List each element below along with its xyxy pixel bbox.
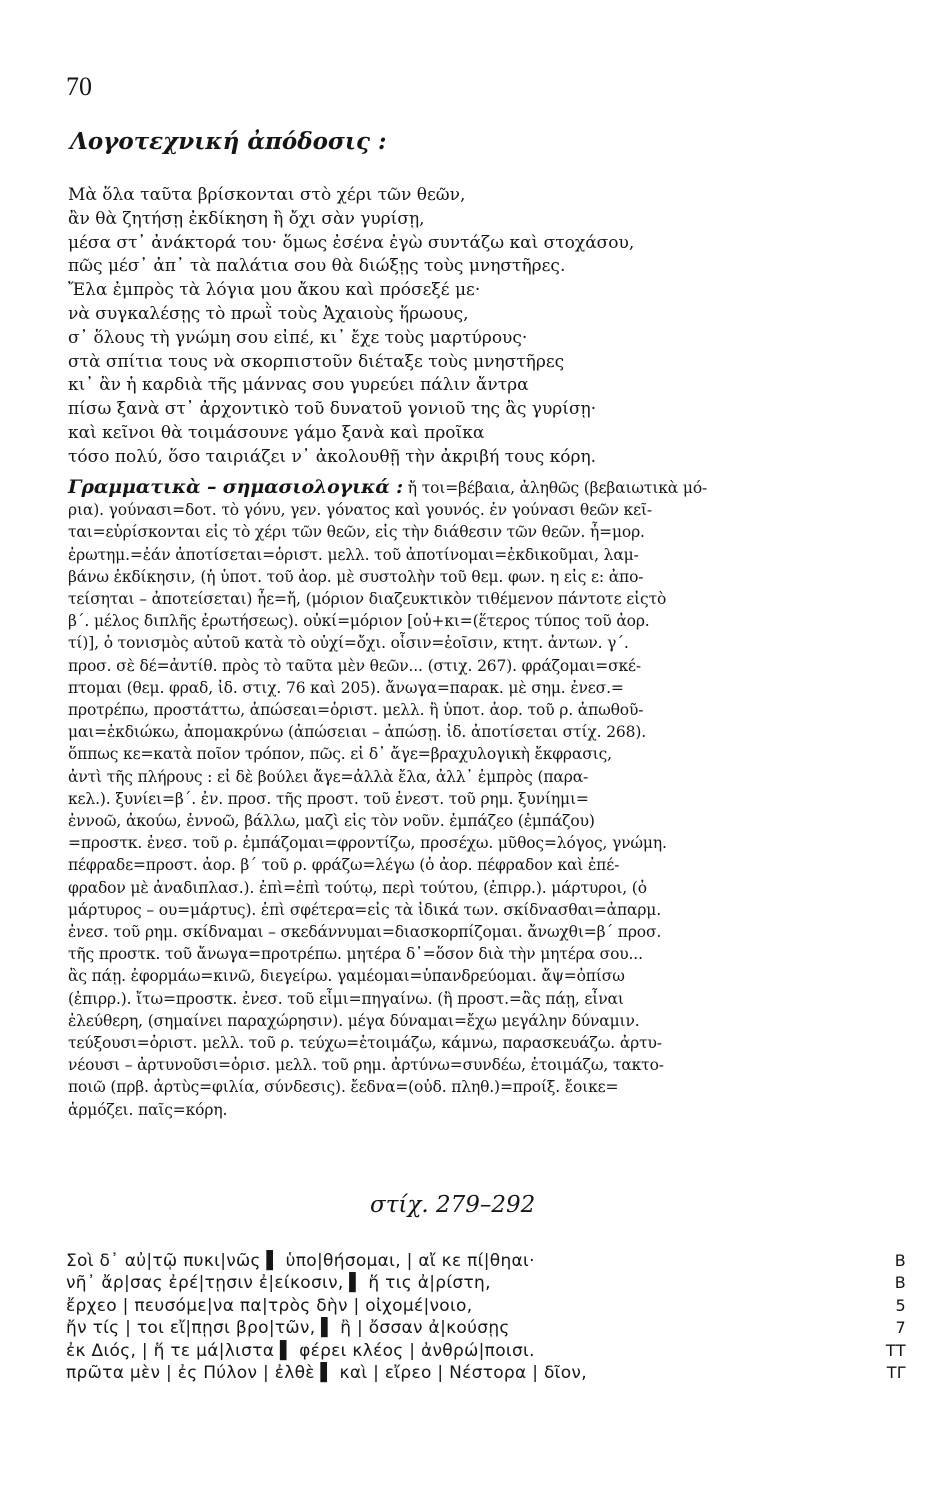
verse-mark: ΤΓ bbox=[886, 1363, 906, 1383]
verse-line bbox=[66, 1295, 906, 1317]
translation-line: τόσο πολύ, ὅσο ταιριάζει ν᾽ ἀκολουθῇ τὴν ἀκριβή τους κόρη. bbox=[68, 446, 597, 467]
translation-line: νὰ συγκαλέσῃς τὸ πρωῒ τοὺς Ἀχαιοὺς ἥρωους, bbox=[68, 303, 469, 324]
translation-line: Ἔλα ἐμπρὸς τὰ λόγια μου ἄκου καὶ πρόσεξέ με· bbox=[68, 280, 481, 301]
verse-text: νῆ᾽ ἄρ|σας ἐρέ|τῃσιν ἐ|είκοσιν, ▌ ἥ τις ἀ|ρίστη, bbox=[66, 1273, 491, 1294]
grammar-line: ται=εὑρίσκονται εἰς τὸ χέρι τῶν θεῶν, εἰς τὴν διάθεσιν τῶν θεῶν. ἦ=μορ. bbox=[68, 523, 645, 542]
grammar-line: κελ.). ξυνίει=β΄. ἐν. προσ. τῆς προστ. τοῦ ἐνεστ. τοῦ ρημ. ξυνίημι= bbox=[68, 789, 589, 808]
grammar-line: ἂς πάῃ. ἐφορμάω=κινῶ, διεγείρω. γαμέομαι=ὑπανδρεύομαι. ἄψ=ὀπίσω bbox=[68, 967, 625, 986]
verse-mark: B bbox=[894, 1273, 906, 1293]
grammar-line: ἐλεύθερη, (σημαίνει παραχώρησιν). μέγα δύναμαι=ἔχω μεγάλην δύναμιν. bbox=[68, 1011, 640, 1030]
grammar-line: νέουσι – ἀρτυνοῦσι=ὁρισ. μελλ. τοῦ ρημ. ἀρτύνω=συνδέω, ἑτοιμάζω, τακτο- bbox=[68, 1056, 664, 1075]
translation-line: πίσω ξανὰ στ᾽ ἀρχοντικὸ τοῦ δυνατοῦ γονιοῦ της ἂς γυρίσῃ· bbox=[68, 399, 597, 420]
translation-line: σ᾽ ὅλους τὴ γνώμη σου εἰπέ, κι᾽ ἔχε τοὺς μαρτύρους· bbox=[68, 327, 528, 348]
grammar-line: τείσηται – ἀποτείσεται) ἦε=ἤ, (μόριον διαζευκτικὸν τιθέμενον πάντοτε εἰςτὸ bbox=[68, 590, 667, 609]
grammar-heading: Γραμματικὰ – σημασιολογικά : bbox=[68, 476, 403, 498]
grammar-line: ἀντὶ τῆς πλήρους : εἰ δὲ βούλει ἄγε=ἀλλὰ ἔλα, ἀλλ᾽ ἐμπρὸς (παρα- bbox=[68, 767, 589, 786]
translation-block bbox=[68, 184, 898, 470]
page-number: 70 bbox=[66, 72, 92, 101]
grammar-notes bbox=[68, 476, 908, 1121]
verse-line bbox=[66, 1340, 906, 1362]
verse-line bbox=[66, 1317, 906, 1339]
grammar-line: προσ. σὲ δέ=ἀντίθ. πρὸς τὸ ταῦτα μὲν θεῶν... (στιχ. 267). φράζομαι=σκέ- bbox=[68, 656, 642, 675]
translation-line: μέσα στ᾽ ἀνάκτορά του· ὅμως ἐσένα ἐγὼ συντάζω καὶ στοχάσου, bbox=[68, 232, 635, 253]
verse-block bbox=[66, 1250, 906, 1384]
grammar-line: πέφραδε=προστ. ἀορ. β΄ τοῦ ρ. φράζω=λέγω (ὁ ἀορ. πέφραδον καὶ ἐπέ- bbox=[68, 856, 620, 875]
grammar-line: ρια). γούνασι=δοτ. τὸ γόνυ, γεν. γόνατος καὶ γουνός. ἐν γούνασι θεῶν κεῖ- bbox=[68, 501, 652, 520]
verse-mark: 5 bbox=[895, 1295, 906, 1315]
grammar-line: φραδον μὲ ἀναδιπλασ.). ἐπὶ=ἐπὶ τούτῳ, περὶ τούτου, (ἐπιρρ.). μάρτυροι, (ὁ bbox=[68, 878, 647, 897]
grammar-line: =προστκ. ἐνεσ. τοῦ ρ. ἐμπάζομαι=φροντίζω, προσέχω. μῦθος=λόγος, γνώμη. bbox=[68, 834, 667, 853]
verse-text: ἐκ Διός, | ἥ τε μά|λιστα ▌ φέρει κλέος | ἀνθρώ|ποισι. bbox=[66, 1340, 535, 1361]
translation-line: Μὰ ὅλα ταῦτα βρίσκονται στὸ χέρι τῶν θεῶν, bbox=[68, 185, 466, 205]
grammar-line: ἐρωτημ.=ἐάν ἀποτίσεται=ὁριστ. μελλ. τοῦ ἀποτίνομαι=ἐκδικοῦμαι, λαμ- bbox=[68, 545, 639, 564]
grammar-line: τῆς προστκ. τοῦ ἄνωγα=προτρέπω. μητέρα δ᾽=ὅσον διὰ τὴν μητέρα σου... bbox=[68, 945, 643, 964]
grammar-line: προτρέπω, προστάττω, ἀπώσεαι=ὁριστ. μελλ. ἢ ὑποτ. ἀορ. τοῦ ρ. ἀπωθοῦ- bbox=[68, 701, 644, 720]
verse-range-heading: στίχ. 279–292 bbox=[370, 1192, 536, 1218]
grammar-line: ποιῶ (πρβ. ἀρτὺς=φιλία, σύνδεσις). ἔεδνα=(οὐδ. πληθ.)=προίξ. ἔοικε= bbox=[68, 1078, 619, 1097]
grammar-line: βάνω ἐκδίκησιν, (ἡ ὑποτ. τοῦ ἀορ. μὲ συστολὴν τοῦ θεμ. φων. η εἰς ε: ἀπο- bbox=[68, 567, 644, 586]
verse-text: ἤν τίς | τοι εἴ|πῃσι βρο|τῶν, ▌ ἢ | ὄσσαν ἀ|κούσῃς bbox=[66, 1318, 510, 1339]
grammar-line: μάρτυρος – ου=μάρτυς). ἐπὶ σφέτερα=εἰς τὰ ἰδικά των. σκίδνασθαι=ἀπαρμ. bbox=[68, 900, 661, 919]
translation-line: στὰ σπίτια τους νὰ σκορπιστοῦν διέταξε τοὺς μνηστῆρες bbox=[68, 351, 565, 372]
verse-line bbox=[66, 1362, 906, 1384]
verse-line bbox=[66, 1272, 906, 1294]
grammar-line: ὅππως κε=κατὰ ποῖον τρόπον, πῶς. εἰ δ᾽ ἄγε=βραχυλογικὴ ἔκφρασις, bbox=[68, 745, 612, 764]
grammar-line: τεύξουσι=ὁριστ. μελλ. τοῦ ρ. τεύχω=ἑτοιμάζω, κάμνω, παρασκευάζω. ἀρτυ- bbox=[68, 1034, 662, 1053]
grammar-line: τί)], ὁ τονισμὸς αὐτοῦ κατὰ τὸ οὐχί=ὄχι. οἷσιν=ἑοῖσιν, κτητ. ἀντων. γ΄. bbox=[68, 634, 629, 653]
grammar-first-line bbox=[68, 476, 908, 499]
verse-text: Σοὶ δ᾽ αὐ|τῷ πυκι|νῶς ▌ ὑπο|θήσομαι, | αἴ κε πί|θηαι· bbox=[66, 1251, 535, 1271]
verse-text: ἔρχεο | πευσόμε|να πα|τρὸς δὴν | οἰχομέ|νοιο, bbox=[66, 1295, 473, 1316]
translation-line: καὶ κεῖνοι θὰ τοιμάσουνε γάμο ξανὰ καὶ προῖκα bbox=[68, 422, 485, 443]
verse-mark: B bbox=[894, 1251, 906, 1270]
verse-mark: 7 bbox=[895, 1318, 906, 1338]
grammar-line: πτομαι (θεμ. φραδ, ἰδ. στιχ. 76 καὶ 205). ἄνωγα=παρακ. μὲ σημ. ἐνεσ.= bbox=[68, 678, 624, 697]
translation-line: κι᾽ ἂν ἡ καρδιὰ τῆς μάννας σου γυρεύει πάλιν ἄντρα bbox=[68, 375, 529, 396]
verse-line bbox=[66, 1250, 906, 1272]
grammar-line: ἐνεσ. τοῦ ρημ. σκίδναμαι – σκεδάννυμαι=διασκορπίζομαι. ἄνωχθι=β΄ προσ. bbox=[68, 923, 662, 942]
grammar-line: (ἐπιρρ.). ἴτω=προστκ. ἐνεσ. τοῦ εἶμι=πηγαίνω. (ἢ προστ.=ἂς πάῃ, εἶναι bbox=[68, 989, 624, 1008]
grammar-line: β΄. μέλος διπλῆς ἐρωτήσεως). οὐκί=μόριον [οὐ+κι=(ἕτερος τύπος τοῦ ἀορ. bbox=[68, 612, 650, 631]
literary-translation-heading: Λογοτεχνική ἀπόδοσις : bbox=[70, 128, 387, 155]
grammar-line: μαι=ἐκδιώκω, ἀπομακρύνω (ἀπώσειαι – ἀπώσῃ. ἰδ. ἀποτίσεται στίχ. 268). bbox=[68, 723, 647, 742]
verse-mark: ΤΤ bbox=[885, 1340, 906, 1360]
grammar-line: ἁρμόζει. παῖς=κόρη. bbox=[68, 1100, 228, 1119]
translation-line: ἂν θὰ ζητήσῃ ἐκδίκηση ἢ ὄχι σὰν γυρίσῃ, bbox=[68, 208, 425, 229]
grammar-line: ἐννοῶ, ἀκούω, ἐννοῶ, βάλλω, μαζὶ εἰς τὸν νοῦν. ἐμπάζεο (ἐμπάζου) bbox=[68, 812, 595, 831]
grammar-first-line-text: ἤ τοι=βέβαια, ἀληθῶς (βεβαιωτικὰ μό- bbox=[403, 479, 708, 497]
translation-line: πῶς μέσ᾽ ἀπ᾽ τὰ παλάτια σου θὰ διώξῃς τοὺς μνηστῆρες. bbox=[68, 256, 566, 277]
verse-text: πρῶτα μὲν | ἐς Πύλον | ἐλθὲ ▌ καὶ | εἴρεο | Νέστορα | δῖον, bbox=[66, 1363, 587, 1384]
